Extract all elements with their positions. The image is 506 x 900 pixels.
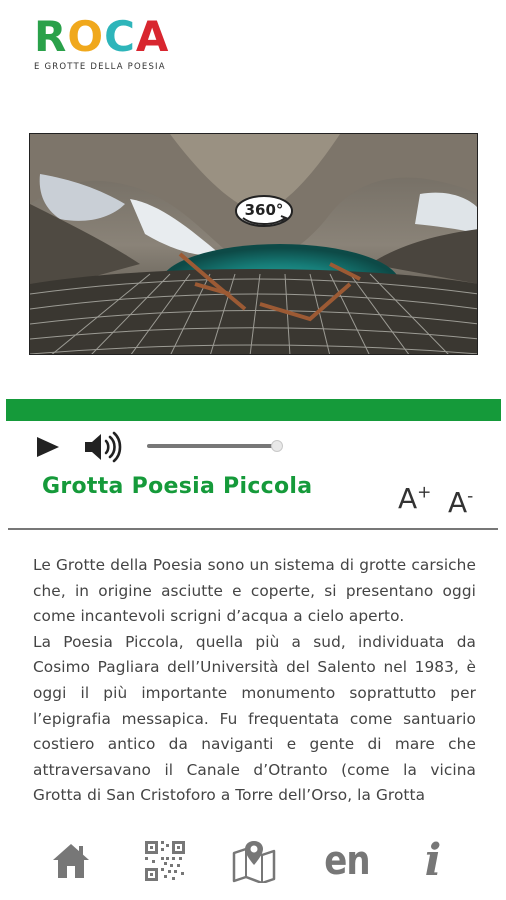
map-pin-icon	[231, 839, 277, 883]
volume-icon	[83, 431, 123, 463]
increase-font-letter: A	[398, 482, 418, 515]
logo-tagline: E GROTTE DELLA POESIA	[34, 62, 166, 72]
decrease-font-sign: -	[467, 486, 474, 507]
home-icon	[51, 841, 91, 881]
audio-player	[0, 428, 506, 464]
decrease-font-button[interactable]	[448, 486, 473, 519]
description-text[interactable]	[33, 553, 476, 817]
audio-progress-slider[interactable]	[147, 444, 277, 448]
panorama-360-viewer[interactable]	[29, 133, 478, 355]
play-button[interactable]	[35, 435, 61, 459]
audio-progress-handle[interactable]	[271, 440, 283, 452]
page-title: Grotta Poesia Piccola	[42, 474, 313, 499]
bottom-navigation	[0, 830, 506, 890]
logo-letter-r: R	[34, 12, 68, 61]
volume-button[interactable]	[83, 431, 123, 463]
logo-letter-a: A	[135, 12, 170, 61]
title-divider	[8, 528, 498, 530]
nav-info-button[interactable]: i	[424, 835, 442, 886]
app-header	[0, 0, 506, 110]
panorama-image	[30, 134, 478, 355]
nav-map-button[interactable]	[231, 836, 277, 886]
increase-font-sign: +	[417, 482, 432, 503]
logo-wordmark	[34, 12, 170, 61]
play-icon	[35, 435, 61, 459]
accent-bar	[6, 399, 501, 421]
description-paragraph: Le Grotte della Poesia sono un sistema di grotte carsiche che, in origine asciutte e coperte, si presentano oggi come incantevoli scrigni d’acqua a cielo aperto.	[33, 556, 476, 626]
roca-logo	[34, 12, 184, 76]
nav-home-button[interactable]	[49, 836, 93, 886]
nav-language-button[interactable]: en	[324, 838, 370, 884]
qr-code-icon	[144, 840, 186, 882]
360-badge-icon	[233, 190, 295, 230]
increase-font-button[interactable]	[398, 482, 431, 515]
logo-letter-c: C	[104, 12, 136, 61]
nav-qr-button[interactable]	[143, 836, 187, 886]
logo-letter-o: O	[67, 12, 105, 61]
360-badge-text: 360°	[244, 201, 284, 219]
decrease-font-letter: A	[448, 486, 468, 519]
description-paragraph: La Poesia Piccola, quella più a sud, individuata da Cosimo Pagliara dell’Università del Salento nel 1983, è oggi il più importante monumento soprattutto per l’epigrafia messapica. Fu frequentata come santuario costiero antico da naviganti e gente di mare che attraversavano il Canale d’Otranto (come la vicina Grotta di San Cristoforo a Torre dell’Orso, la Grotta	[33, 632, 476, 805]
